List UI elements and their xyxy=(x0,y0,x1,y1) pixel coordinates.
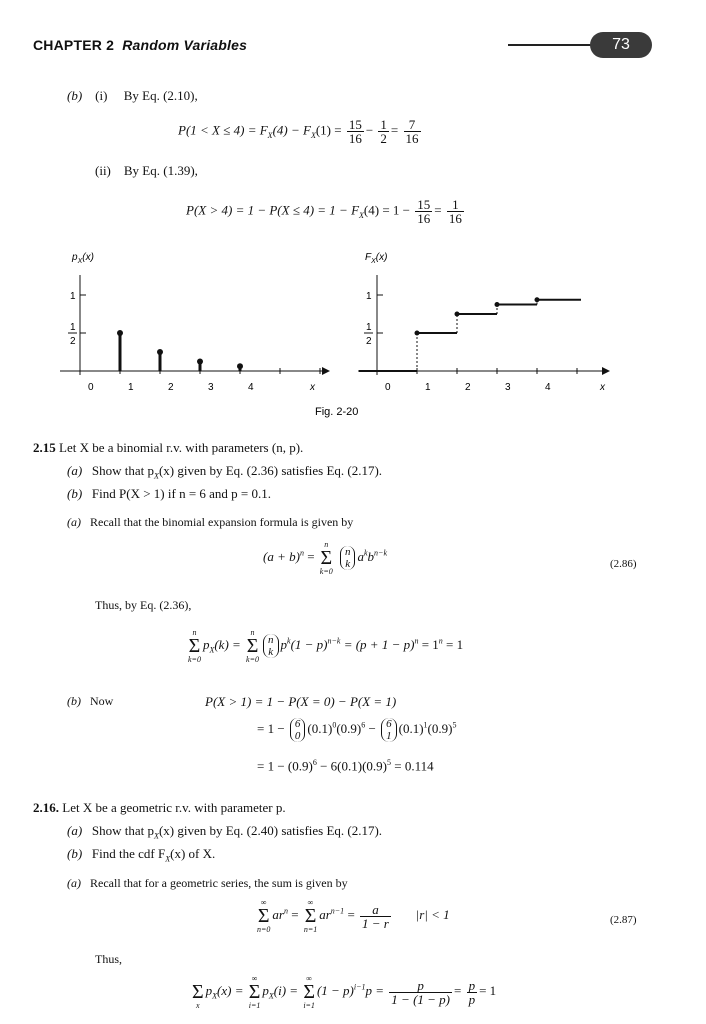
problem-2-15-a-sub: X xyxy=(154,471,159,481)
thus-by-eq-line: Thus, by Eq. (2.36), xyxy=(95,598,192,612)
problem-2-16-b-sub: X xyxy=(165,854,171,864)
part-b-ii-line xyxy=(95,163,198,179)
right-ytick-half-den: 2 xyxy=(366,336,372,347)
problem-2-16-a-end: (x) given by Eq. (2.40) satisfies Eq. (2.17). xyxy=(158,823,383,838)
right-xtick-label-3: 3 xyxy=(505,382,511,393)
right-ytick-one-label: 1 xyxy=(366,291,372,302)
solution-2-15-b-label: (b) xyxy=(67,694,81,708)
figure-2-20 xyxy=(40,240,640,425)
eq-b-ii-frac1: $\frac{15}{16}$ xyxy=(417,197,431,226)
solution-2-15-b-intro xyxy=(67,694,113,709)
sum-eq-tail: (1 − p) xyxy=(290,636,328,652)
problem-2-15-a xyxy=(67,463,382,481)
equation-2-87: ∞ Σ n=0 $ar^n$ = ∞ Σ n=1 $ar^{n-1}$ = $\frac{a}{1 - r}$ |r| < 1 xyxy=(257,898,450,934)
left-ylabel: $p_X(x)$ xyxy=(72,252,94,265)
chapter-header xyxy=(33,37,247,53)
eq287-condition: |r| < 1 xyxy=(415,906,450,922)
last-sub2: X xyxy=(268,991,274,1001)
eq287-term2: ar xyxy=(319,906,331,922)
part-b-label: (b) xyxy=(67,88,83,103)
sum-eq-final: = 1 xyxy=(421,636,439,652)
chapter-number: CHAPTER 2 xyxy=(33,37,115,53)
left-plot xyxy=(60,252,330,393)
eq287-sum1: ∞ Σ n=0 xyxy=(257,898,271,934)
last-sub: X xyxy=(212,991,218,1001)
left-xtick-label-2: 2 xyxy=(168,382,174,393)
problem-2-15-b-text: Find P(X > 1) if n = 6 and p = 0.1. xyxy=(91,486,271,501)
last-end: = 1 xyxy=(479,982,497,998)
eq-b-i-frac1: $\frac{15}{16}$ xyxy=(348,117,362,146)
b-line2-mid: (0.1) xyxy=(307,720,333,736)
problem-2-15-text: Let X be a binomial r.v. with parameters (n, p). xyxy=(59,440,304,455)
problem-2-15-b xyxy=(67,486,271,502)
right-xtick-label-1: 1 xyxy=(425,382,431,393)
sum-eq-tail-sup: n−k xyxy=(327,636,341,646)
problem-2-16-b-text: Find the cdf F xyxy=(91,846,166,861)
left-xlabel: x xyxy=(310,382,315,393)
left-stem-dot-1 xyxy=(117,330,123,336)
eq286-binom: n k xyxy=(340,546,356,570)
eq287-sum2: ∞ Σ n=1 xyxy=(303,898,318,934)
eq287-term1: ar xyxy=(272,906,284,922)
last-term-sup: i−1 xyxy=(353,982,366,992)
eq-b-i-mid: (4) − F xyxy=(272,122,311,138)
eq286-rhs-a: a xyxy=(357,548,364,564)
b-line2-minus: − xyxy=(368,720,376,736)
b-line3-sup2: 5 xyxy=(386,758,391,767)
b-line2-mid2: (0.9) xyxy=(336,720,362,736)
left-ytick-half-den: 2 xyxy=(70,336,76,347)
problem-2-16-text: Let X be a geometric r.v. with parameter p. xyxy=(62,800,286,815)
eq286-sum: n Σ k=0 xyxy=(319,540,333,576)
problem-2-15-b-label: (b) xyxy=(67,486,83,501)
equation-number-2-87: (2.87) xyxy=(610,914,637,926)
eq-b-i-frac3: $\frac{7}{16}$ xyxy=(405,117,419,146)
sum-eq-p2: p xyxy=(280,636,287,652)
left-xtick-label-1: 1 xyxy=(128,382,134,393)
solution-2-15-b-text: Now xyxy=(90,694,114,708)
equation-b-ii: $P(X > 4) = 1 - P(X \le 4) = 1 - F_X(4) = 1$ − $\frac{15}{16}$ = $\frac{1}{16}$ xyxy=(186,197,462,226)
sum-eq-binom: n k xyxy=(263,634,279,658)
b-line2-sup2: 6 xyxy=(361,720,366,730)
eq-b-ii-frac2: $\frac{1}{16}$ xyxy=(448,197,462,226)
part-ii-label: (ii) xyxy=(95,163,111,178)
last-frac2: $\frac{p}{p}$ xyxy=(468,977,476,1007)
part-ii-text: By Eq. (1.39), xyxy=(123,163,198,178)
last-arg: (x) = xyxy=(217,982,244,998)
left-xtick-label-4: 4 xyxy=(248,382,254,393)
right-ytick-half-num: 1 xyxy=(366,322,372,333)
left-xtick-label-3: 3 xyxy=(208,382,214,393)
problem-2-16-statement xyxy=(33,800,286,816)
last-term: (1 − p) xyxy=(316,982,354,998)
problem-2-16-a xyxy=(67,823,382,841)
solution-2-16-a-label: (a) xyxy=(67,876,81,890)
last-sum2: ∞ Σ i=1 xyxy=(248,974,261,1010)
b-line2-mid4: (0.9) xyxy=(427,720,453,736)
eq287-frac: $\frac{a}{1 - r}$ xyxy=(362,901,389,931)
sum-eq-p: p xyxy=(202,636,210,652)
b-line-2 xyxy=(257,718,456,742)
b-line2-sup3: 1 xyxy=(423,720,428,730)
b-line2-start: = 1 − xyxy=(257,720,285,736)
thus-line: Thus, xyxy=(95,952,122,966)
problem-2-16-b xyxy=(67,846,215,864)
eq287-term1-sup: n xyxy=(283,906,288,916)
last-sum1: Σ x xyxy=(192,981,204,1010)
chapter-title: Random Variables xyxy=(122,37,248,53)
problem-2-16-a-sub: X xyxy=(154,831,159,841)
eq-b-i-frac2: $\frac{1}{2}$ xyxy=(380,117,387,146)
right-xlabel: x xyxy=(600,382,605,393)
part-i-text: By Eq. (2.10), xyxy=(123,88,198,103)
b-line2-mid3: (0.1) xyxy=(398,720,424,736)
last-p2: p xyxy=(262,982,269,998)
part-b-i-line xyxy=(67,88,198,104)
sum-eq-final-sup: n xyxy=(438,636,443,646)
sum-eq-p2-sup: k xyxy=(287,636,291,646)
eq286-lhs: (a + b) xyxy=(263,548,300,564)
b-line3-end: = 0.114 xyxy=(394,758,434,774)
b-line3-mid: − 6(0.1)(0.9) xyxy=(320,758,387,774)
last-p2-arg: (i) = xyxy=(273,982,299,998)
eq286-lhs-sup: n xyxy=(299,548,304,558)
solution-2-16-a-intro xyxy=(67,876,348,891)
last-term-p: p = xyxy=(365,982,385,998)
solution-2-15-a-intro xyxy=(67,515,353,530)
eq-b-i-lhs: P(1 < X ≤ 4) = F xyxy=(178,122,268,138)
eq287-equals: = xyxy=(291,906,299,922)
equation-b-i: $P(1 < X \le 4) = F_X(4) - F_X(1)$ = $\frac{15}{16}$ − $\frac{1}{2}$ = $\frac{7}{16}$ xyxy=(178,117,419,146)
eq287-term2-sup: n−1 xyxy=(330,906,345,916)
right-xtick-label-2: 2 xyxy=(465,382,471,393)
left-stem-dot-3 xyxy=(197,359,203,365)
header-rule xyxy=(508,44,598,46)
problem-2-15-a-text: Show that p xyxy=(91,463,155,478)
problem-2-16-number: 2.16. xyxy=(33,800,59,815)
problem-2-15-statement xyxy=(33,440,303,456)
sum-eq-sigma2: n Σ k=0 xyxy=(246,628,259,664)
sum-eq-result-sup: n xyxy=(414,636,419,646)
right-ylabel: $F_X(x)$ xyxy=(365,252,388,265)
problem-2-16-b-end: (x) of X. xyxy=(170,846,216,861)
geometric-sum-equation: Σ x $p_X(x)$ = ∞ Σ i=1 $p_X(i)$ = ∞ Σ i=1 $(1 - p)^{i-1}p$ = $\frac{p}{1 - (1 - p)}$ = $\frac{p}{p}$ = 1 xyxy=(192,974,497,1010)
eq-b-i-end: (1) = xyxy=(315,122,342,138)
eq-b-ii: P(X > 4) = 1 − P(X ≤ 4) = 1 − F xyxy=(186,202,360,218)
b-line2-binom2: 6 1 xyxy=(381,718,397,742)
right-plot xyxy=(358,252,610,393)
left-x-axis-arrow xyxy=(322,367,330,375)
left-ytick-one-label: 1 xyxy=(70,291,76,302)
b-line3-start: = 1 − (0.9) xyxy=(257,758,313,774)
left-xtick-label-0: 0 xyxy=(88,382,94,393)
problem-2-15-number: 2.15 xyxy=(33,440,56,455)
last-frac1: $\frac{p}{1 - (1 - p)}$ xyxy=(391,977,450,1007)
left-stem-dot-2 xyxy=(157,349,163,355)
binomial-sum-equation xyxy=(186,628,463,664)
page-number-badge: 73 xyxy=(590,32,652,58)
solution-2-15-a-label: (a) xyxy=(67,515,81,529)
sum-eq-sub: X xyxy=(209,645,215,655)
b-line2-binom1: 6 0 xyxy=(290,718,306,742)
last-sum3: ∞ Σ i=1 xyxy=(303,974,315,1010)
right-xtick-label-0: 0 xyxy=(385,382,391,393)
eq286-rhs-sup1: k xyxy=(363,548,368,558)
eq-b-ii-end: (4) = 1 − xyxy=(363,202,410,218)
problem-2-16-a-text: Show that p xyxy=(91,823,155,838)
sum-eq-end: = 1 xyxy=(446,636,464,652)
b-line2-sup4: 5 xyxy=(452,720,457,730)
problem-2-16-a-label: (a) xyxy=(67,823,83,838)
sum-eq-sigma1: n Σ k=0 xyxy=(188,628,201,664)
b-line-1: P(X > 1) = 1 − P(X = 0) − P(X = 1) xyxy=(205,694,397,709)
b-line2-sup1: 0 xyxy=(332,720,337,730)
problem-2-15-a-end: (x) given by Eq. (2.36) satisfies Eq. (2.17). xyxy=(158,463,383,478)
solution-2-15-a-text: Recall that the binomial expansion formula is given by xyxy=(90,515,354,529)
b-line3-sup: 6 xyxy=(312,758,317,767)
equation-number-2-86: (2.86) xyxy=(610,558,637,570)
b-line-3 xyxy=(257,758,434,774)
last-p: p xyxy=(205,982,213,998)
eq286-rhs-b: b xyxy=(367,548,375,564)
left-ytick-half-num: 1 xyxy=(70,322,76,333)
problem-2-15-a-label: (a) xyxy=(67,463,83,478)
equation-2-86: $(a + b)^n$ = n Σ k=0 n k $a^kb^{n-k}$ xyxy=(263,540,387,576)
solution-2-16-a-text: Recall that for a geometric series, the sum is given by xyxy=(90,876,348,890)
right-xtick-label-4: 4 xyxy=(545,382,551,393)
problem-2-16-b-label: (b) xyxy=(67,846,83,861)
sum-eq-result: = (p + 1 − p) xyxy=(343,636,415,652)
sum-eq-arg: (k) = xyxy=(214,636,241,652)
figure-caption: Fig. 2-20 xyxy=(315,406,359,418)
eq286-rhs-sup2: n−k xyxy=(374,548,387,558)
right-x-axis-arrow xyxy=(602,367,610,375)
part-i-label: (i) xyxy=(95,88,108,103)
